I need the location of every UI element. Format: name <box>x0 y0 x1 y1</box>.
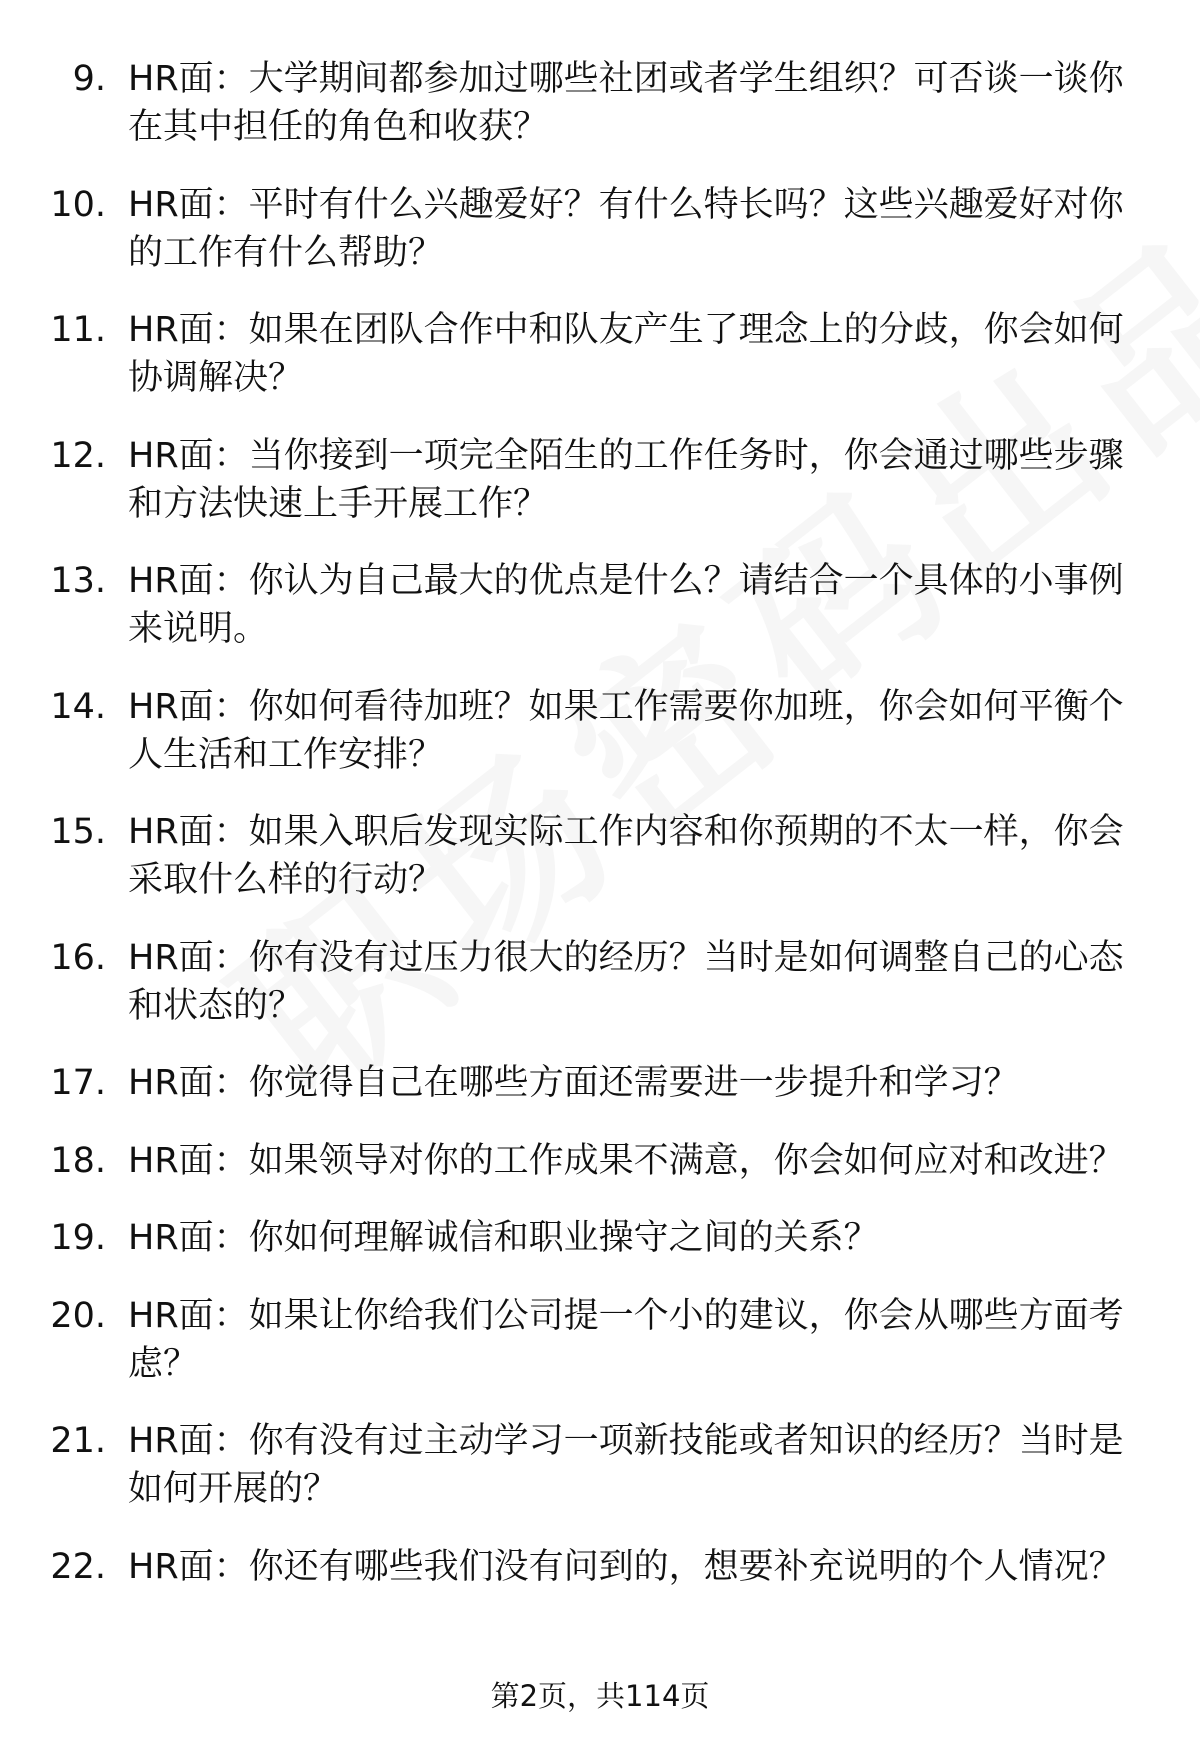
list-item <box>0 1059 1200 1107</box>
question-text: HR面：如果入职后发现实际工作内容和你预期的不太一样，你会采取什么样的行动？ <box>128 812 1124 900</box>
question-text: HR面：你如何看待加班？如果工作需要你加班，你会如何平衡个人生活和工作安排？ <box>128 686 1124 775</box>
question-number: 13. <box>50 561 106 601</box>
list-item <box>0 683 1200 779</box>
question-text: HR面：如果让你给我们公司提一个小的建议，你会从哪些方面考虑？ <box>128 1295 1124 1384</box>
list-item <box>0 432 1200 528</box>
question-text: HR面：你如何理解诚信和职业操守之间的关系？ <box>128 1218 879 1258</box>
list-item <box>0 934 1200 1030</box>
list-item <box>0 181 1200 277</box>
question-number: 18. <box>50 1140 106 1181</box>
question-number: 19. <box>50 1218 106 1258</box>
question-number: 15. <box>50 812 106 852</box>
question-text: HR面：大学期间都参加过哪些社团或者学生组织？可否谈一谈你在其中担任的角色和收获？ <box>128 59 1124 147</box>
question-number: 21. <box>50 1421 106 1461</box>
question-text: HR面：当你接到一项完全陌生的工作任务时，你会通过哪些步骤和方法快速上手开展工作？ <box>128 435 1124 524</box>
list-item <box>0 1292 1200 1388</box>
question-number: 17. <box>50 1063 106 1103</box>
question-text: HR面：你认为自己最大的优点是什么？请结合一个具体的小事例来说明。 <box>128 561 1124 649</box>
question-text: HR面：你有没有过主动学习一项新技能或者知识的经历？当时是如何开展的？ <box>128 1421 1124 1509</box>
question-number: 14. <box>50 686 106 727</box>
question-number: 16. <box>50 937 106 978</box>
list-item <box>0 1214 1200 1262</box>
list-item <box>0 55 1200 151</box>
question-number: 12. <box>50 435 106 476</box>
question-text: HR面：平时有什么兴趣爱好？有什么特长吗？这些兴趣爱好对你的工作有什么帮助？ <box>128 184 1124 273</box>
question-number: 9. <box>72 59 106 99</box>
question-text: HR面：你有没有过压力很大的经历？当时是如何调整自己的心态和状态的？ <box>128 937 1124 1026</box>
list-item <box>0 306 1200 402</box>
question-list <box>0 55 1200 1620</box>
question-number: 22. <box>50 1546 106 1587</box>
question-text: HR面：你觉得自己在哪些方面还需要进一步提升和学习？ <box>128 1063 1019 1103</box>
question-number: 11. <box>50 310 106 350</box>
list-item <box>0 1137 1200 1185</box>
page-number-footer: 第2页，共114页 <box>490 1679 710 1713</box>
question-text: HR面：你还有哪些我们没有问到的，想要补充说明的个人情况？ <box>128 1546 1124 1587</box>
list-item <box>0 1543 1200 1591</box>
list-item <box>0 808 1200 904</box>
question-text: HR面：如果领导对你的工作成果不满意，你会如何应对和改进？ <box>128 1140 1124 1181</box>
question-number: 10. <box>50 184 106 225</box>
list-item <box>0 1417 1200 1513</box>
question-number: 20. <box>50 1295 106 1336</box>
list-item <box>0 557 1200 653</box>
question-text: HR面：如果在团队合作中和队友产生了理念上的分歧，你会如何协调解决？ <box>128 310 1124 398</box>
